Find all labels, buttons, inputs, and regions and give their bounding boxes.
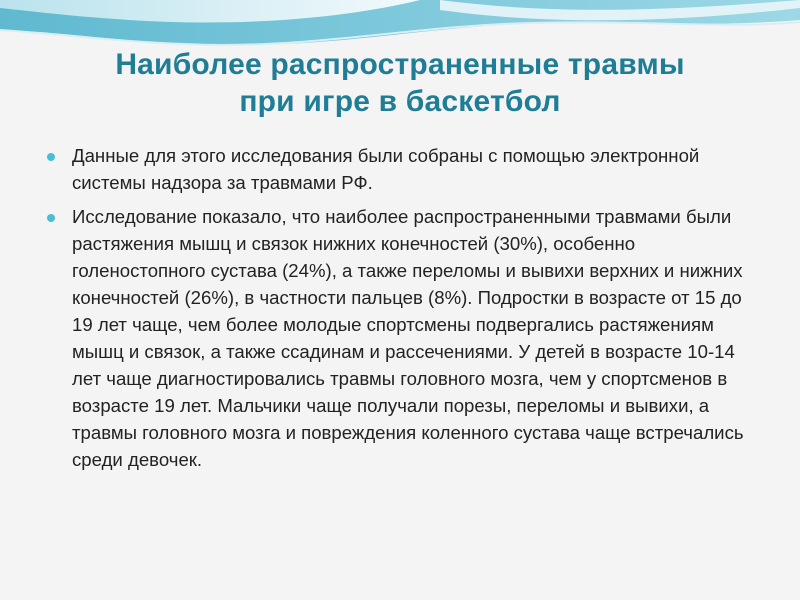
bullet-dot-icon xyxy=(47,214,55,222)
title-line-1: Наиболее распространенные травмы xyxy=(115,48,685,81)
title-line-2: при игре в баскетбол xyxy=(239,85,561,118)
bullet-item-study-findings xyxy=(72,203,762,473)
bullet-item-data-source xyxy=(72,142,762,196)
bullet-text: Данные для этого исследования были собраны с помощью электронной системы надзора за травмами РФ. xyxy=(72,145,700,193)
bullet-list xyxy=(72,142,762,480)
bullet-text: Исследование показало, что наиболее распространенными травмами были растяжения мышц и связок нижних конечностей (30%), особенно голеностопного сустава (24%), а также переломы и вывихи верхних и нижних конечностей (26%), в частности пальцев (8%). Подростки в возрасте от 15 до 19 лет чаще, чем более молодые спортсмены подвергались растяжениям мышц и связок, а также ссадинам и рассечениями. У детей в возрасте 10-14 лет чаще диагностировались травмы головного мозга, чем у спортсменов в возрасте 19 лет. Мальчики чаще получали порезы, переломы и вывихи, а травмы головного мозга и повреждения коленного сустава чаще встречались среди девочек. xyxy=(72,206,744,470)
page-title xyxy=(40,46,760,120)
bullet-dot-icon xyxy=(47,153,55,161)
